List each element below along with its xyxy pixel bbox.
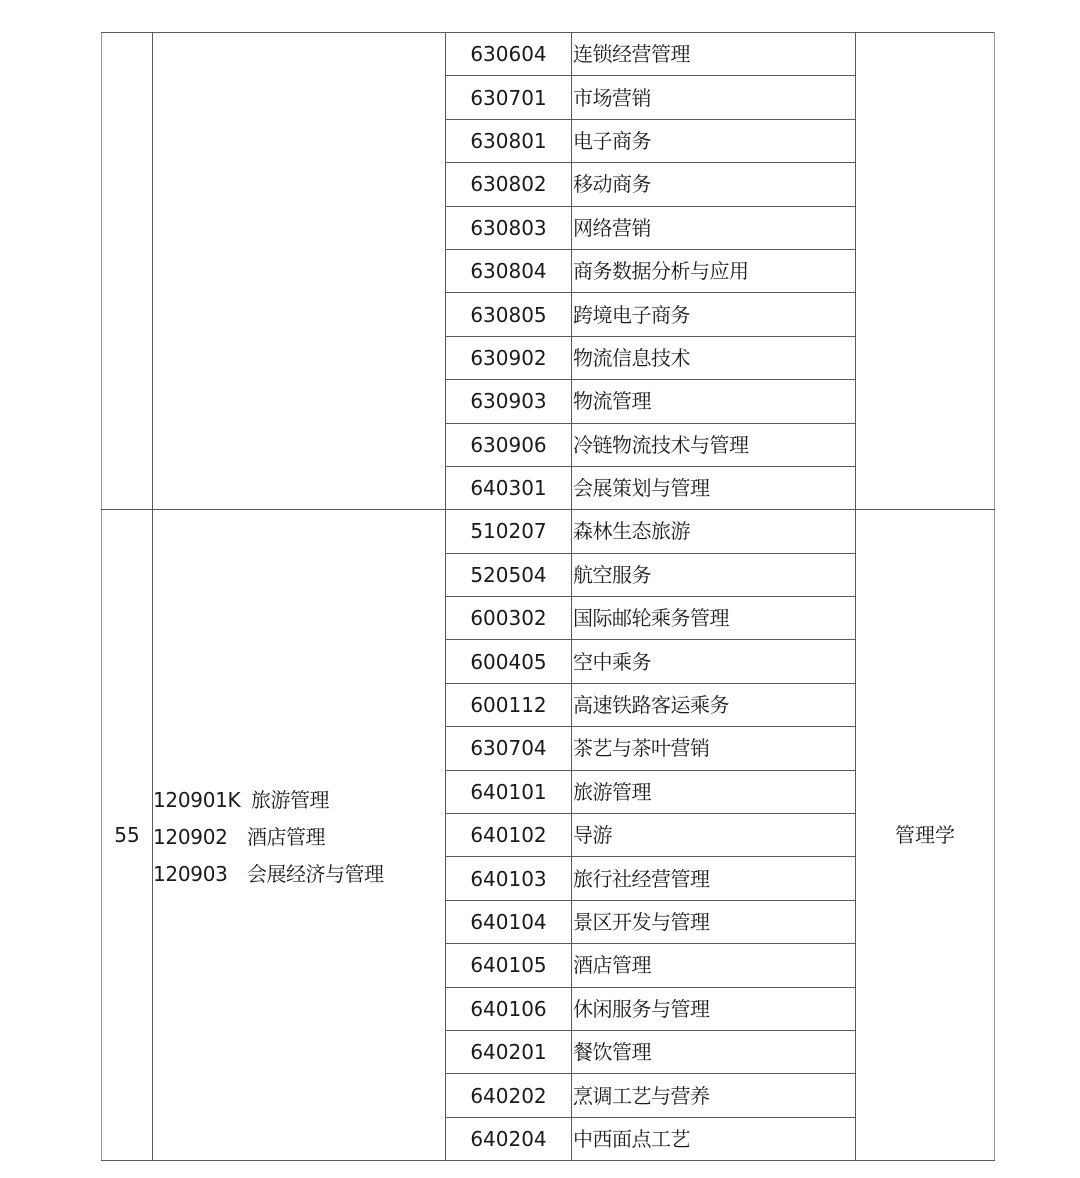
- vocational-name: 休闲服务与管理: [572, 987, 856, 1030]
- vocational-name: 物流管理: [572, 380, 856, 423]
- vocational-code: 630805: [446, 293, 572, 336]
- vocational-code: 520504: [446, 553, 572, 596]
- undergrad-majors-cell: [153, 33, 446, 510]
- discipline-category-cell: [856, 33, 995, 510]
- undergrad-major-name: 酒店管理: [247, 824, 325, 849]
- vocational-name: 会展策划与管理: [572, 466, 856, 509]
- vocational-name: 烹调工艺与营养: [572, 1074, 856, 1117]
- vocational-name: 商务数据分析与应用: [572, 249, 856, 292]
- undergrad-major-list: [153, 778, 384, 893]
- vocational-code: 630803: [446, 206, 572, 249]
- vocational-name: 旅游管理: [572, 770, 856, 813]
- undergrad-major-item: [153, 819, 384, 856]
- vocational-name: 网络营销: [572, 206, 856, 249]
- undergrad-major-code: 120902: [153, 824, 228, 849]
- table-row: [102, 510, 995, 553]
- vocational-code: 640204: [446, 1117, 572, 1160]
- vocational-code: 640201: [446, 1030, 572, 1073]
- vocational-name: 航空服务: [572, 553, 856, 596]
- table-row: [102, 33, 995, 76]
- vocational-name: 市场营销: [572, 76, 856, 119]
- vocational-name: 冷链物流技术与管理: [572, 423, 856, 466]
- vocational-code: 630802: [446, 163, 572, 206]
- undergrad-major-code: 120903: [153, 861, 228, 886]
- undergrad-major-name: 旅游管理: [251, 787, 329, 812]
- vocational-code: 640301: [446, 466, 572, 509]
- vocational-name: 茶艺与茶叶营销: [572, 727, 856, 770]
- vocational-name: 电子商务: [572, 119, 856, 162]
- vocational-code: 640105: [446, 944, 572, 987]
- seq-cell: [102, 33, 153, 510]
- vocational-name: 中西面点工艺: [572, 1117, 856, 1160]
- vocational-name: 国际邮轮乘务管理: [572, 597, 856, 640]
- vocational-name: 连锁经营管理: [572, 33, 856, 76]
- vocational-code: 600112: [446, 683, 572, 726]
- vocational-code: 630704: [446, 727, 572, 770]
- vocational-code: 640103: [446, 857, 572, 900]
- vocational-name: 高速铁路客运乘务: [572, 683, 856, 726]
- vocational-code: 630903: [446, 380, 572, 423]
- vocational-name: 酒店管理: [572, 944, 856, 987]
- vocational-code: 600405: [446, 640, 572, 683]
- undergrad-major-code: 120901K: [153, 787, 241, 812]
- vocational-code: 630906: [446, 423, 572, 466]
- vocational-name: 物流信息技术: [572, 336, 856, 379]
- vocational-name: 餐饮管理: [572, 1030, 856, 1073]
- vocational-code: 640102: [446, 814, 572, 857]
- vocational-name: 导游: [572, 814, 856, 857]
- vocational-code: 630604: [446, 33, 572, 76]
- vocational-name: 移动商务: [572, 163, 856, 206]
- vocational-code: 630804: [446, 249, 572, 292]
- vocational-code: 630701: [446, 76, 572, 119]
- major-mapping-table: [101, 32, 995, 1161]
- vocational-name: 空中乘务: [572, 640, 856, 683]
- vocational-code: 640106: [446, 987, 572, 1030]
- vocational-name: 森林生态旅游: [572, 510, 856, 553]
- undergrad-major-item: [153, 782, 384, 819]
- vocational-code: 640101: [446, 770, 572, 813]
- vocational-name: 景区开发与管理: [572, 900, 856, 943]
- vocational-code: 630902: [446, 336, 572, 379]
- undergrad-major-name: 会展经济与管理: [247, 861, 384, 886]
- vocational-code: 600302: [446, 597, 572, 640]
- vocational-name: 跨境电子商务: [572, 293, 856, 336]
- vocational-code: 640104: [446, 900, 572, 943]
- vocational-code: 640202: [446, 1074, 572, 1117]
- discipline-category-cell: 管理学: [856, 510, 995, 1161]
- vocational-name: 旅行社经营管理: [572, 857, 856, 900]
- document-page: [101, 32, 995, 1161]
- undergrad-major-item: [153, 856, 384, 893]
- undergrad-majors-cell: [153, 510, 446, 1161]
- vocational-code: 510207: [446, 510, 572, 553]
- seq-cell: 55: [102, 510, 153, 1161]
- vocational-code: 630801: [446, 119, 572, 162]
